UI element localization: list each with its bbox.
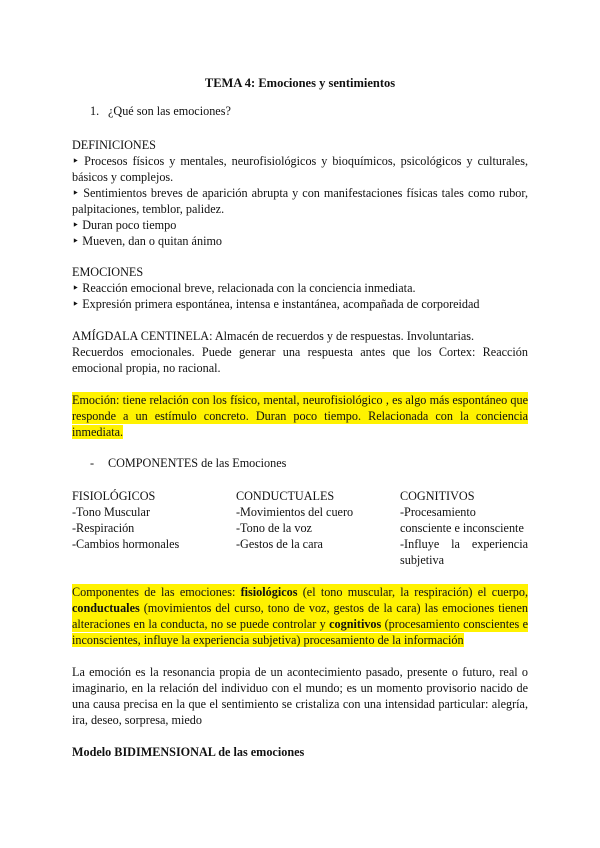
column-item: -Tono Muscular xyxy=(72,505,151,519)
question-item xyxy=(90,104,231,119)
definiciones-heading: DEFINICIONES xyxy=(72,138,156,152)
amigdala-line: emocional propia, no racional. xyxy=(72,361,221,375)
emocion-highlight-line: responde a un estímulo concreto. Duran poco tiempo. Relacionada con la conciencia xyxy=(72,409,528,423)
amigdala-line: Recuerdos emocionales. Puede generar una respuesta antes que los Cortex: Reacción xyxy=(72,345,528,359)
resonancia-line: La emoción es la resonancia propia de un acontecimiento pasado, presente o futuro, real o xyxy=(72,665,528,679)
column-fisiologicos xyxy=(72,488,232,552)
componentes-highlight-line xyxy=(72,632,464,648)
definiciones-line: ‣ Mueven, dan o quitan ánimo xyxy=(72,234,223,248)
highlight-bold-text: fisiológicos xyxy=(240,585,298,599)
componentes-highlight-line xyxy=(72,584,528,600)
column-item: -Procesamiento xyxy=(400,505,476,519)
componentes-item xyxy=(90,456,286,471)
componentes-highlight-line xyxy=(72,600,528,616)
emocion-highlight-line: Emoción: tiene relación con los físico, mental, neurofisiológico , es algo más espontáneo que xyxy=(72,393,528,407)
emociones-line: ‣ Reacción emocional breve, relacionada con la conciencia inmediata. xyxy=(72,281,416,295)
column-heading: COGNITIVOS xyxy=(400,489,475,503)
emocion-highlight-line xyxy=(72,424,123,440)
column-heading: FISIOLÓGICOS xyxy=(72,489,156,503)
definiciones-line: palpitaciones, temblor, palidez. xyxy=(72,202,225,216)
emociones-heading: EMOCIONES xyxy=(72,265,144,279)
column-item: -Cambios hormonales xyxy=(72,537,180,551)
question-text: ¿Qué son las emociones? xyxy=(108,104,231,118)
column-cognitivos xyxy=(400,488,528,568)
emocion-highlight-text: inmediata. xyxy=(72,425,124,439)
highlight-text: alteraciones en la conducta, no se puede controlar y xyxy=(72,617,330,631)
highlight-bold-text: conductuales xyxy=(72,601,140,615)
list-number: 1. xyxy=(90,104,100,118)
column-item: -Gestos de la cara xyxy=(236,537,323,551)
resonancia-line: una causa precisa en la que el sentimiento se cristaliza con una intensidad particular: alegría, xyxy=(72,697,528,711)
document-title: TEMA 4: Emociones y sentimientos xyxy=(204,76,396,90)
definiciones-line: ‣ Procesos físicos y mentales, neurofisiológicos y bioquímicos, psicológicos y culturales, xyxy=(72,154,528,168)
highlight-text: (el tono muscular, la respiración) el cuerpo, xyxy=(297,585,528,599)
definiciones-line: ‣ Duran poco tiempo xyxy=(72,218,177,232)
definiciones-line: básicos y complejos. xyxy=(72,170,174,184)
column-conductuales xyxy=(236,488,396,552)
column-item: -Influye la experiencia xyxy=(400,537,528,551)
highlight-text: Componentes de las emociones: xyxy=(72,585,241,599)
definiciones-line: ‣ Sentimientos breves de aparición abrupta y con manifestaciones físicas tales como rubor, xyxy=(72,186,528,200)
resonancia-line: imaginario, en la relación del individuo con el mundo; es un momento provisorio nacido de xyxy=(72,681,528,695)
column-item: -Respiración xyxy=(72,521,135,535)
componentes-highlight-line xyxy=(72,616,528,632)
emociones-line: ‣ Expresión primera espontánea, intensa e instantánea, acompañada de corporeidad xyxy=(72,297,480,311)
column-item: -Movimientos del cuero xyxy=(236,505,354,519)
amigdala-line: AMÍGDALA CENTINELA: Almacén de recuerdos y de respuestas. Involuntarias. xyxy=(72,329,475,343)
componentes-text: COMPONENTES de las Emociones xyxy=(108,456,287,470)
column-item: subjetiva xyxy=(400,553,445,567)
list-dash: - xyxy=(90,456,95,470)
resonancia-line: ira, deseo, sorpresa, miedo xyxy=(72,713,202,727)
column-item: consciente e inconsciente xyxy=(400,521,524,535)
modelo-heading: Modelo BIDIMENSIONAL de las emociones xyxy=(72,745,305,759)
column-item: -Tono de la voz xyxy=(236,521,312,535)
highlight-text: (movimientos del curso, tono de voz, gestos de la cara) las emociones tienen xyxy=(139,601,528,615)
highlight-bold-text: cognitivos xyxy=(329,617,382,631)
highlight-text: inconscientes, influye la experiencia subjetiva) procesamiento de la información xyxy=(72,633,464,647)
highlight-text: (procesamiento conscientes e xyxy=(381,617,528,631)
column-heading: CONDUCTUALES xyxy=(236,489,335,503)
